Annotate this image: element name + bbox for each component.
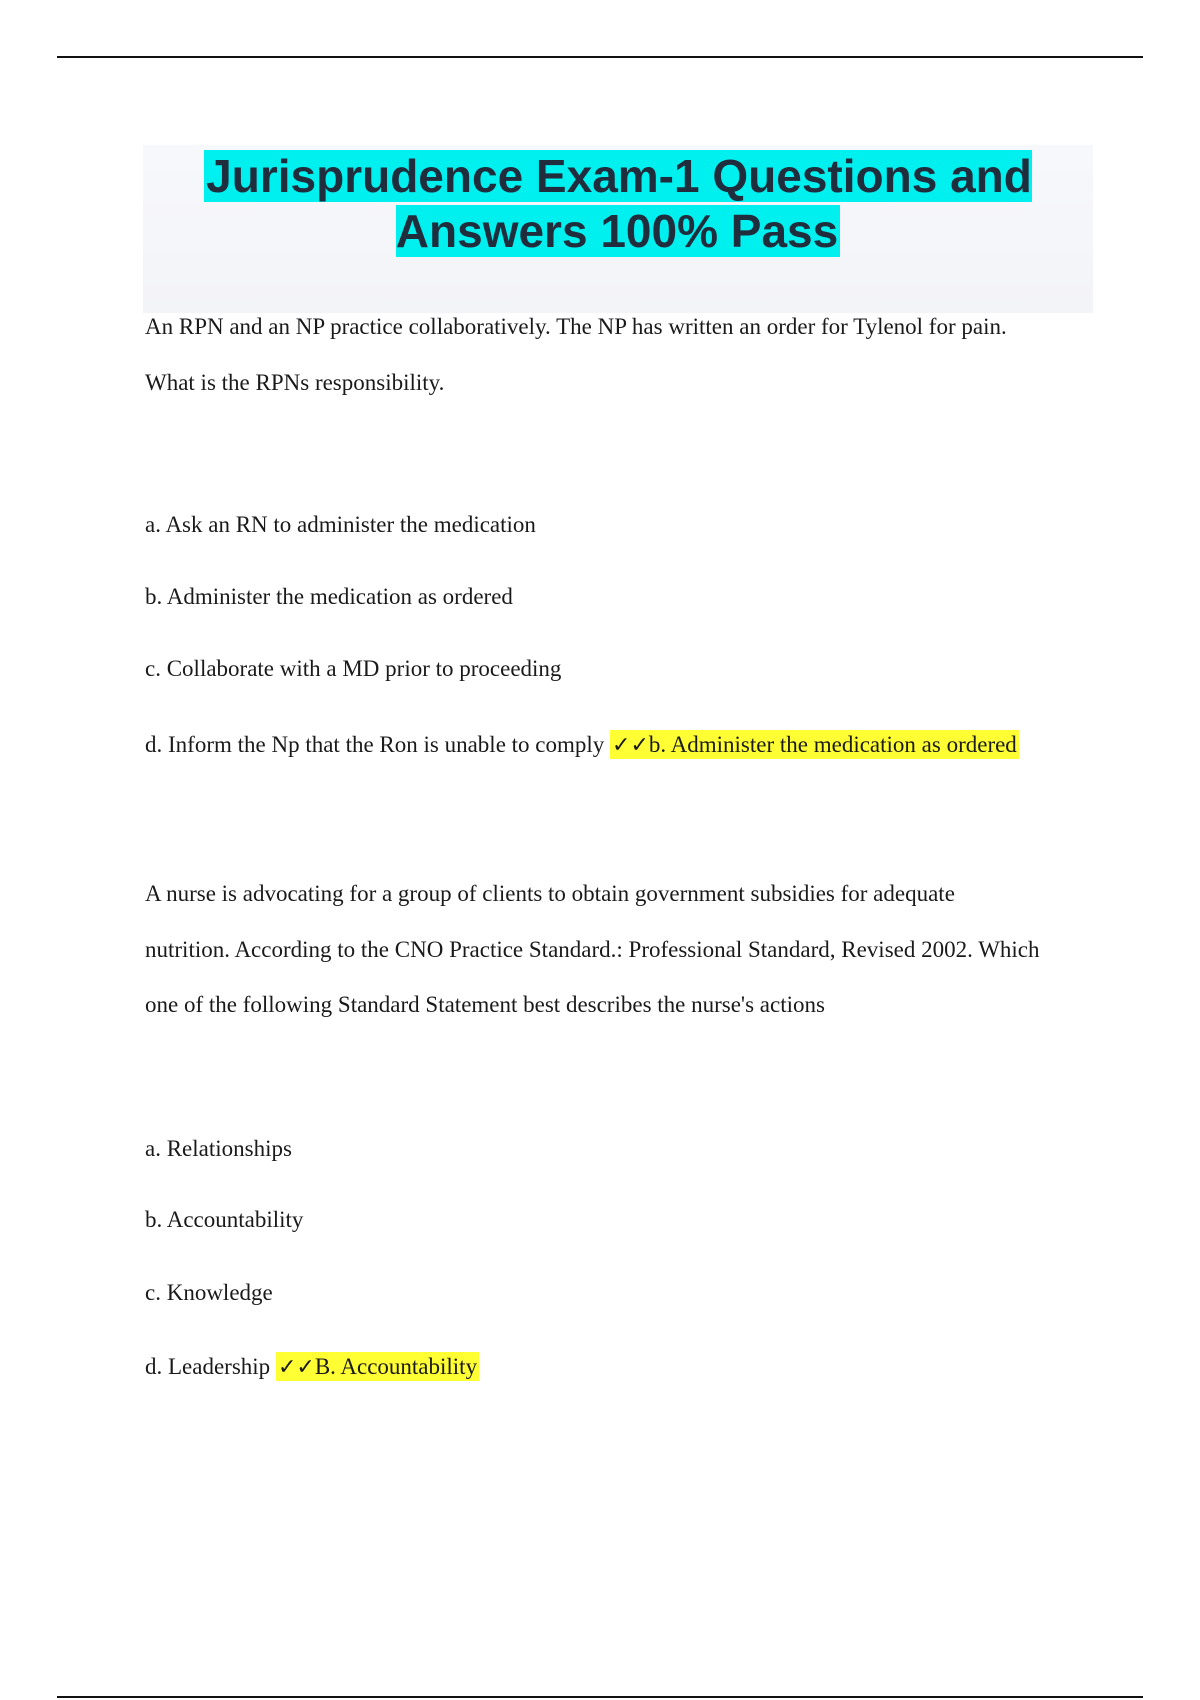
question-1-option-a: a. Ask an RN to administer the medication — [145, 512, 536, 537]
question-2-option-d: d. Leadership — [145, 1354, 271, 1379]
question-2-answer: B. Accountability — [314, 1354, 478, 1379]
question-1-answer-highlight — [610, 730, 1019, 759]
double-check-icon: ✓✓ — [612, 733, 649, 758]
footer-rule — [57, 1696, 1143, 1698]
question-2-stem-line-1: A nurse is advocating for a group of clients to obtain government subsidies for adequate — [145, 881, 955, 906]
question-1-option-d: d. Inform the Np that the Ron is unable to comply — [145, 732, 605, 757]
header-rule — [57, 56, 1143, 58]
question-1-stem-line-1: An RPN and an NP practice collaboratively. The NP has written an order for Tylenol for pain. — [145, 314, 1007, 339]
question-2-stem-line-3: one of the following Standard Statement best describes the nurse's actions — [145, 992, 825, 1017]
question-2-option-d-line — [145, 1339, 479, 1396]
double-check-icon: ✓✓ — [277, 1355, 315, 1380]
question-1-option-d-line — [145, 717, 1019, 774]
question-2-option-c: c. Knowledge — [145, 1280, 273, 1305]
title-banner — [143, 145, 1093, 313]
question-1-option-b: b. Administer the medication as ordered — [145, 584, 513, 609]
question-2-stem-line-2: nutrition. According to the CNO Practice Standard.: Professional Standard, Revised 2002. Which — [145, 937, 1040, 962]
question-1-answer: b. Administer the medication as ordered — [648, 732, 1017, 757]
question-1-option-c: c. Collaborate with a MD prior to proceeding — [145, 656, 562, 681]
document-title: Jurisprudence Exam-1 Questions and Answers 100% Pass — [206, 150, 1032, 257]
question-1-stem-line-2: What is the RPNs responsibility. — [145, 370, 445, 395]
question-2-answer-highlight — [276, 1352, 479, 1381]
question-2-option-b: b. Accountability — [145, 1207, 304, 1232]
question-2-option-a: a. Relationships — [145, 1136, 292, 1161]
